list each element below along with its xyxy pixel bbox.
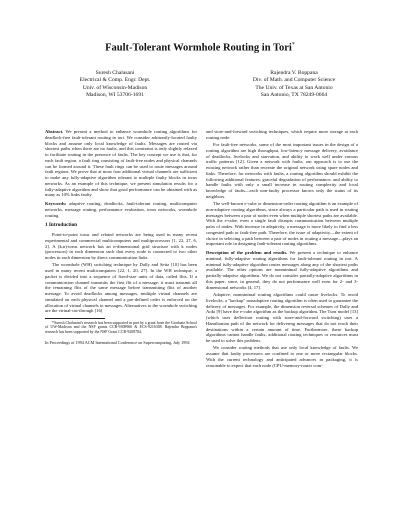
left-column [45,129,197,345]
paper-title: Fault-Tolerant Wormhole Routing in Tori* [105,42,295,54]
body-paragraph: We consider routing methods that use only local knowledge of faults. We assume that faulty processors are confined to one or more rectangular blocks. With the current technology and anticipated advances in packaging, it is reasonable to expect that each node (CPU-memory-router com- [206,345,358,368]
body-paragraph: The well-known e-cube or dimension-order routing algorithm is an example of non-adaptive routing algorithms, since always a particular path is used in routing messages between a pair of nodes even when multiple shortest paths are available. With the e-cube, even a single fault disrupts communication between multiple pairs of nodes. With increase in adaptivity, a message is more likely to find a less congested path or fault-free path. Therefore, the issue of adaptivity—the extent of choice in selecting a path between a pair of nodes in routing a message—plays an important role in designing fault-tolerant routing algorithms. [206,201,358,247]
section-heading-introduction: 1 Introduction [45,222,78,229]
footnote: *Suresh Chalasani's research has been supported in part by a grant from the Graduate School of UW-Madison and the NSF grants CCR-9308966 & ECS-9216308. Rajendra Boppana's research has been supported by the NSF Grant CCR-9208784. [45,320,197,334]
body-paragraph: Adaptive, nonminimal routing algorithms could cause livelocks. To avoid livelocks, a "backup" nonadaptive routing algorithm is often used to guarantee the delivery of messages. For example, the dimension reversal schemes of Dally and Aoki [9] have the e-cube algorithm as the backup algorithm. The Turn model [13] (which uses deflection routing with store-and-forward switching) uses a Hamiltonian path of the network for delivering messages that do not reach their destinations within a certain amount of time. Furthermore, these backup algorithms cannot handle faults; additional routing techniques or resources must be used to solve this problem. [206,292,358,344]
author-dept: Div. of Math. and Computer Science [252,77,336,84]
body-paragraph: Point-to-point torus and related networks are being used in many recent experimental and commercial multicomputers and multiprocessors [1, 22, 27, 6, 2]. A (k,n)-torus network has an n-dimensional grid structure with k nodes (processors) in each dimension such that every node is connected to two other nodes in each dimension by direct communication links. [45,232,197,260]
right-column [206,129,358,370]
author-name: Rajendra V. Boppana [270,70,318,76]
abstract: Abstract. We present a method to enhance wormhole routing algorithms for deadlock-free fault-tolerant routing in tori. We consider arbitrarily-located faulty blocks and assume only local knowledge of faults. Messages are routed via shortest paths when there are no faults, and this constraint is only slightly relaxed to facilitate routing in the presence of faults. The key concept we use is that, for each fault region, a fault ring consisting of fault-free nodes and physical channels can be formed around it. These fault rings can be used to route messages around fault regions. We prove that at most four additional virtual channels are sufficient to make any fully-adaptive algorithm tolerant to multiple faulty blocks in torus networks. As an example of this technique, we present simulation results for a fully-adaptive algorithm and show that good performance can be obtained with as many as 10% links faulty. [45,129,197,198]
body-paragraph: For fault-free networks, some of the most important issues in the design of a routing algorithm are high throughput, low-latency message delivery, avoidance of deadlocks, livelocks and starvation, and ability to work well under various traffic patterns [12]. Given a network with faults, our approach is to use the existing network rather than recreate the original network using spare nodes and links. Therefore, for networks with faults, a routing algorithm should exhibit the following additional features: graceful degradation of performance, and ability to handle faults with only a small increase in routing complexity and local knowledge of faults—each non-faulty processor knows only the status of its neighbors. [206,142,358,199]
keywords: Keywords: adaptive routing, deadlocks, fault-tolerant routing, multicomputer networks, message routing, performance evaluation, torus networks, wormhole routing. [45,201,197,218]
body-paragraph: and store-and-forward switching techniques, which require more storage at each routing node. [206,129,358,140]
title-footnote-mark: * [291,42,295,48]
proceedings-note: In Proceedings of 1994 ACM International Conference on Supercomputing, July 1994 [45,339,190,345]
author-address: San Antonio, TX 78249-0664 [260,92,328,99]
author-name: Suresh Chalasani [95,70,135,76]
footnote-rule [45,318,105,319]
author-block-1 [30,70,200,100]
author-dept: Electrical & Comp. Engr. Dept. [79,77,151,84]
author-institution: Univ. of Wisconsin-Madison [82,84,148,91]
problem-description: Description of the problem and results. We present a technique to enhance minimal, fully-adaptive routing algorithms for fault-tolerant routing in tori. A minimal fully-adaptive algorithm routes messages along any of the shortest paths available. The other options are nonminimal fully-adaptive algorithms and partially-adaptive algorithms. We do not consider partially-adaptive algorithms in this paper, since, in general, they do not performance well even for 2- and 3-dimensional networks [4, 17]. [206,250,358,290]
author-block-2 [209,70,379,100]
author-address: Madison, WI 53706-1691 [86,92,144,99]
body-paragraph: The wormhole (WH) switching technique by Dally and Seitz [10] has been used in many recent multicomputers [22, 1, 20, 27]. In the WH technique, a packet is divided into a sequence of fixed-size units of data, called flits. If a communication channel transmits the first flit of a message, it must transmit all the remaining flits of the same message before transmitting flits of another message. To avoid deadlocks among messages, multiple virtual channels are simulated on each physical channel and a pre-defined order is enforced on the allocation of virtual channels to messages. Alternatives to the wormhole switching are the virtual-cut-through [16] [45,262,197,314]
author-institution: The Univ. of Texas at San Antonio [255,84,333,91]
